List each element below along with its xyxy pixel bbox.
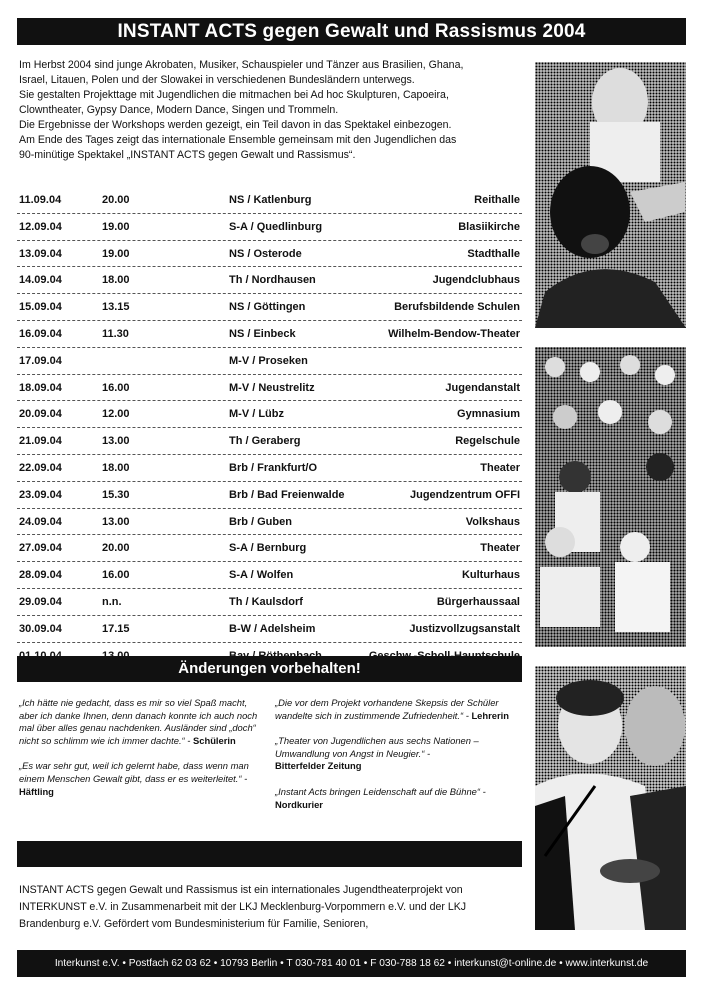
schedule-venue: Blasiikirche [458,220,520,233]
intro-line: Israel, Litauen, Polen und der Slowakei in verschiedenen Bundesländern unterwegs. [19,74,415,86]
schedule-date: 22.09.04 [19,461,62,474]
schedule-place: S-A / Quedlinburg [229,220,323,233]
schedule-place: NS / Göttingen [229,301,306,314]
schedule-place: Brb / Frankfurt/O [229,461,318,474]
schedule-venue: Stadthalle [467,247,520,260]
schedule-date: 17.09.04 [19,354,62,367]
schedule-date: 23.09.04 [19,488,62,501]
schedule-time: 13.00 [102,515,130,528]
schedule-venue: Jugendclubhaus [432,274,520,287]
quote-text: „Die vor dem Projekt vorhandene Skepsis der Schüler wandelte sich in zustimmende Zufriedenheit.“ - [275,697,499,721]
schedule-time: n.n. [102,595,122,608]
audience-photo [535,347,686,647]
schedule-venue: Bürgerhaussaal [436,595,520,608]
intro-line: 90-minütige Spektakel „INSTANT ACTS gegen Gewalt und Rassismus“. [19,149,356,161]
schedule-place: Brb / Guben [229,515,292,528]
schedule-date: 14.09.04 [19,274,62,287]
schedule-time: 13.00 [102,435,130,448]
schedule-row [17,562,522,589]
schedule-time: 17.15 [102,622,130,635]
footer-line: INSTANT ACTS gegen Gewalt und Rassismus ist ein internationales Jugendtheaterprojekt von [19,884,463,896]
footer-line: INTERKUNST e.V. in Zusammenarbeit mit der LKJ Mecklenburg-Vorpommern e.V. und der LKJ [19,901,467,913]
schedule-date: 16.09.04 [19,327,62,340]
schedule-row [17,321,522,348]
schedule-venue: Gymnasium [457,408,520,421]
intro-line: Im Herbst 2004 sind junge Akrobaten, Musiker, Schauspieler und Tänzer aus Brasilien, Ghana, [19,59,464,71]
schedule-place: B-W / Adelsheim [229,622,316,635]
quote-author: Nordkurier [275,798,323,810]
black-divider-band [17,841,522,867]
schedule-date: 28.09.04 [19,569,62,582]
schedule-date: 30.09.04 [19,622,62,635]
schedule-row [17,589,522,616]
page-title: INSTANT ACTS gegen Gewalt und Rassismus 2004 [17,18,686,45]
schedule-row [17,428,522,455]
schedule-time: 11.30 [102,327,129,340]
quote-text: „Instant Acts bringen Leidenschaft auf die Bühne“ - [275,785,486,797]
quote-text: „Ich hätte nie gedacht, dass es mir so viel Spaß macht, aber ich danke Ihnen, denn danach konnte ich auch noch mal über alles genau nachdenken. Ausländer sind „doch“ nicht so schlimm wie ich immer dachte.“ - [19,697,258,746]
schedule-time: 16.00 [102,569,130,582]
schedule-venue: Theater [480,461,520,474]
schedule-time: 19.00 [102,220,130,233]
workshop-photo [535,666,686,930]
schedule-row [17,294,522,321]
schedule-time: 19.00 [102,247,130,260]
quote [275,735,521,773]
schedule-date: 24.09.04 [19,515,62,528]
schedule-venue: Justizvollzugsanstalt [409,622,520,635]
schedule-time: 12.00 [102,408,130,421]
schedule-time: 18.00 [102,274,130,287]
schedule-place: NS / Osterode [229,247,302,260]
quote-text: „Theater von Jugendlichen aus sechs Nationen – Umwandlung von Angst in Neugier.“ - [275,735,479,759]
intro-line: Sie gestalten Projekttage mit Jugendlichen die mitmachen bei Ad hoc Skulpturen, Capoeira, [19,89,449,101]
quote [275,697,521,722]
schedule-venue: Volkshaus [465,515,520,528]
schedule-date: 27.09.04 [19,542,62,555]
intro-line: Clowntheater, Gypsy Dance, Modern Dance, Singen und Trommeln. [19,104,339,116]
schedule-date: 21.09.04 [19,435,62,448]
schedule-date: 12.09.04 [19,220,62,233]
schedule-place: Th / Nordhausen [229,274,316,287]
schedule-venue: Jugendzentrum OFFI [410,488,520,501]
quotes-column-left [19,697,261,811]
schedule-place: M-V / Lübz [229,408,284,421]
quote-author: Schülerin [193,734,236,746]
schedule-place: Th / Geraberg [229,435,301,448]
schedule-row [17,348,522,375]
schedule-row [17,401,522,428]
schedule-venue: Jugendanstalt [445,381,520,394]
schedule-time: 20.00 [102,542,130,555]
schedule-venue: Reithalle [474,194,520,206]
intro-line: Die Ergebnisse der Workshops werden gezeigt, ein Teil davon in das Spektakel einbezogen. [19,119,452,131]
schedule-place: Brb / Bad Freienwalde [229,488,345,501]
schedule-venue: Kulturhaus [461,569,520,582]
quote-author: Lehrerin [471,709,509,721]
schedule-time: 13.15 [102,301,130,314]
schedule-place: M-V / Proseken [229,354,308,367]
schedule-time: 20.00 [102,194,130,206]
project-description [19,882,524,933]
schedule-venue: Wilhelm-Bendow-Theater [388,327,520,340]
quote [275,786,521,811]
quote [19,697,261,747]
schedule-row [17,187,522,214]
performer-photo [535,62,686,328]
schedule-place: NS / Einbeck [229,327,296,340]
schedule-place: S-A / Wolfen [229,569,294,582]
quote-author: Bitterfelder Zeitung [275,760,362,772]
schedule-row [17,241,522,268]
schedule-venue: Theater [480,542,520,555]
schedule-row [17,375,522,402]
schedule-row [17,482,522,509]
schedule-row [17,535,522,562]
contact-footer: Interkunst e.V. • Postfach 62 03 62 • 10793 Berlin • T 030-781 40 01 • F 030-788 18 62 • interkunst@t-online.de • www.interkunst.de [17,950,686,977]
intro-line: Am Ende des Tages zeigt das internationale Ensemble gemeinsam mit den Jugendlichen das [19,134,457,146]
schedule-date: 18.09.04 [19,381,62,394]
schedule-date: 20.09.04 [19,408,62,421]
schedule-place: M-V / Neustrelitz [229,381,315,394]
schedule-place: NS / Katlenburg [229,194,312,206]
schedule-row [17,214,522,241]
notice-banner: Änderungen vorbehalten! [17,656,522,682]
quotes-column-right [275,697,521,824]
schedule-time: 15.30 [102,488,130,501]
schedule-row [17,616,522,643]
schedule-row [17,267,522,294]
quote [19,760,261,798]
schedule-date: 15.09.04 [19,301,62,314]
footer-line: Brandenburg e.V. Gefördert vom Bundesministerium für Familie, Senioren, [19,918,369,930]
schedule-place: Th / Kaulsdorf [229,595,303,608]
quote-text: „Es war sehr gut, weil ich gelernt habe, dass wenn man einem Menschen Gewalt gibt, dass er es weiterleitet.“ - [19,760,249,784]
schedule-venue: Berufsbildende Schulen [394,301,520,314]
schedule-time: 16.00 [102,381,130,394]
schedule-date: 29.09.04 [19,595,62,608]
quote-author: Häftling [19,785,54,797]
schedule-table [17,187,522,669]
schedule-row [17,509,522,536]
schedule-date: 13.09.04 [19,247,62,260]
schedule-place: S-A / Bernburg [229,542,307,555]
schedule-row [17,455,522,482]
schedule-venue: Regelschule [455,435,520,448]
schedule-time: 18.00 [102,461,130,474]
schedule-date: 11.09.04 [19,194,62,206]
intro-paragraph [19,58,524,163]
